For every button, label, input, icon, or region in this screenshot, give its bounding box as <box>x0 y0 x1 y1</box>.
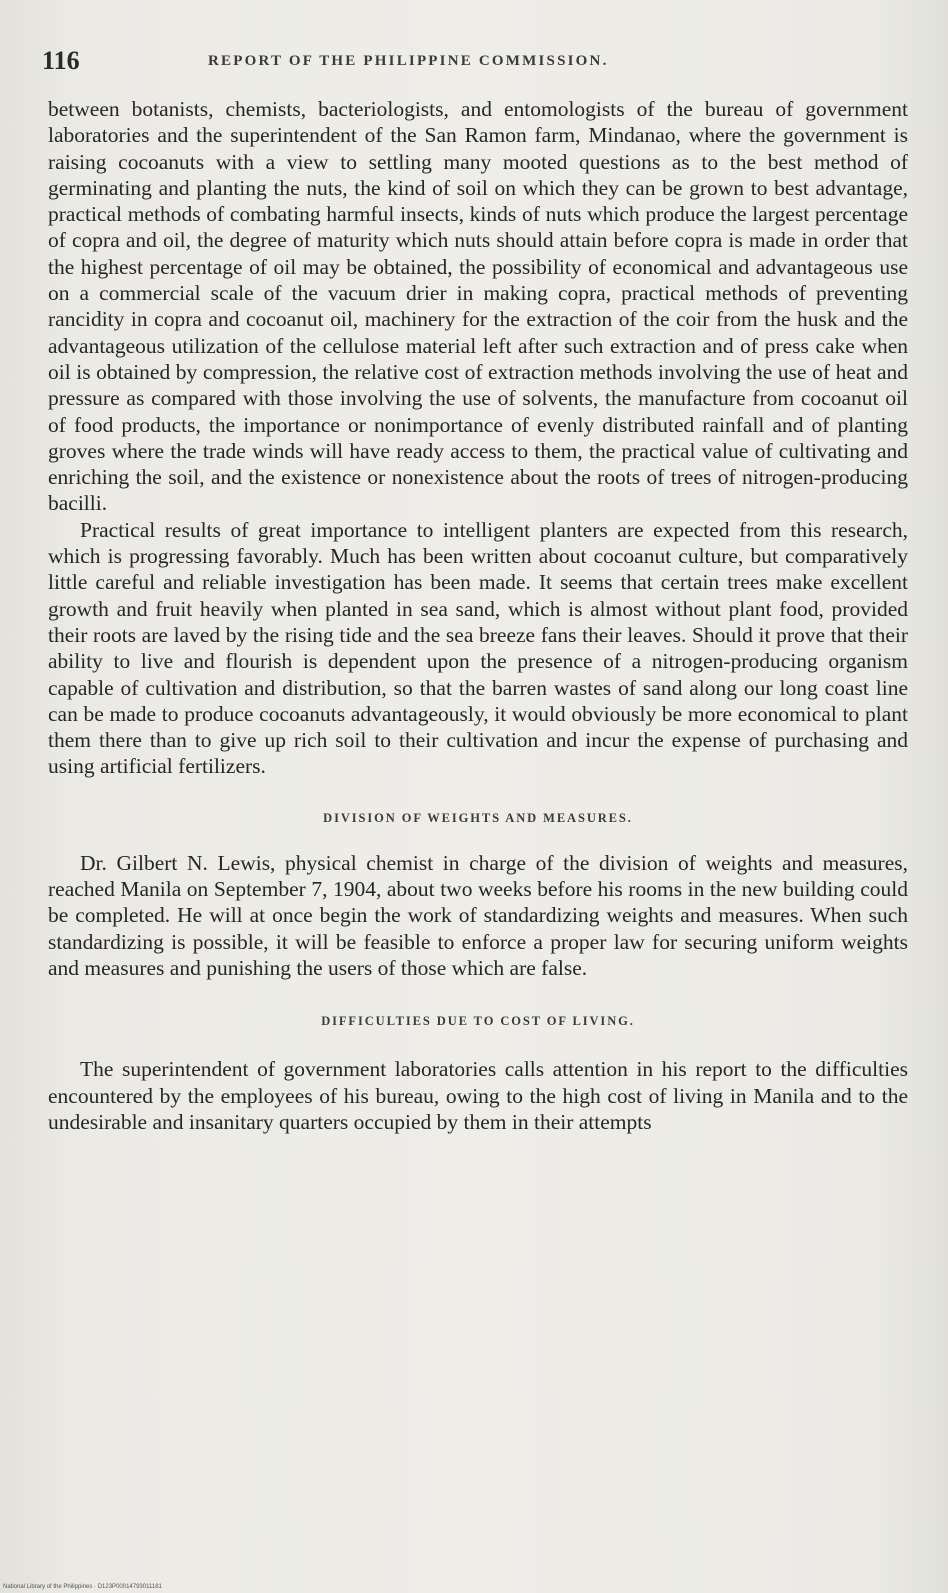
section-heading: DIFFICULTIES DUE TO COST OF LIVING. <box>321 1014 635 1029</box>
body-paragraph: between botanists, chemists, bacteriologists, and entomologists of the bureau of government laboratories and the superintendent of the San Ramon farm, Mindanao, where the government is raising cocoanuts with a view to settling many mooted questions as to the best method of germinating and planting the nuts, the kind of soil on which they can be grown to best advantage, practical methods of combating harmful insects, kinds of nuts which produce the largest percentage of copra and oil, the degree of maturity which nuts should attain before copra is made in order that the highest percentage of oil may be obtained, the possibility of economical and advantageous use on a commercial scale of the vacuum drier in making copra, practical methods of preventing rancidity in copra and cocoanut oil, machinery for the extraction of the coir from the husk and the advantageous utilization of the cellulose material left after such extraction and of press cake when oil is obtained by compression, the relative cost of extraction methods involving the use of heat and pressure as compared with those involving the use of solvents, the manufacture from cocoanut oil of food products, the importance or nonimportance of evenly distributed rainfall and of planting groves where the trade winds will have ready access to them, the practical value of cultivating and enriching the soil, and the existence or nonexistence about the roots of trees of nitrogen-producing bacilli. <box>48 97 908 516</box>
running-head <box>38 46 918 78</box>
page-body <box>48 96 908 1135</box>
body-paragraph: The superintendent of government laboratories calls attention in his report to the difficulties encountered by the employees of his bureau, owing to the high cost of living in Manila and to the undesirable and insanitary quarters occupied by them in their attempts <box>48 1057 908 1134</box>
scan-footer: National Library of the Philippines · D123P00014793011181 <box>3 1584 162 1590</box>
page-number: 116 <box>42 46 80 75</box>
body-paragraph: Dr. Gilbert N. Lewis, physical chemist in charge of the division of weights and measures, reached Manila on September 7, 1904, about two weeks before his rooms in the new building could be completed. He will at once begin the work of standardizing weights and measures. When such standardizing is possible, it will be feasible to enforce a proper law for securing uniform weights and measures and punishing the users of those which are false. <box>48 850 908 980</box>
body-paragraph: Practical results of great importance to intelligent planters are expected from this research, which is progressing favorably. Much has been written about cocoanut culture, but comparatively little careful and reliable investigation has been made. It seems that certain trees make excellent growth and fruit heavily when planted in sea sand, which is almost without plant food, provided their roots are laved by the rising tide and the sea breeze fans their leaves. Should it prove that their ability to live and flourish is dependent upon the presence of a nitrogen-producing organism capable of cultivation and distribution, so that the barren wastes of sand along our long coast line can be made to produce cocoanuts advantageously, it would obviously be more economical to plant them there than to give up rich soil to their cultivation and incur the expense of purchasing and using artificial fertilizers. <box>48 517 908 779</box>
running-head-title: REPORT OF THE PHILIPPINE COMMISSION. <box>208 53 609 69</box>
section-heading: DIVISION OF WEIGHTS AND MEASURES. <box>323 810 633 825</box>
